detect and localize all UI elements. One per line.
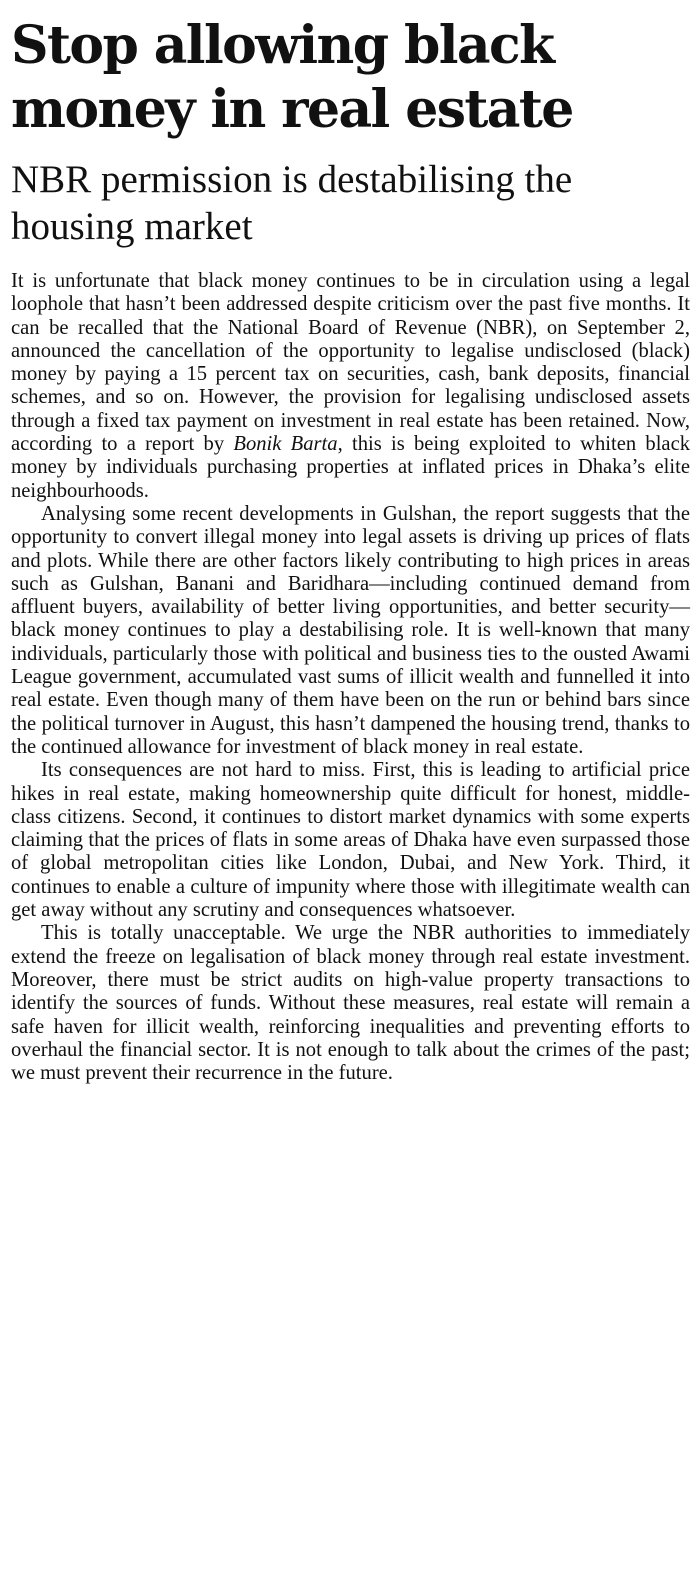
paragraph-2: Analysing some recent developments in Gulshan, the report suggests that the opportunity to convert illegal money into legal assets is driving up prices of flats and plots. While there are other factors likely contributing to high prices in areas such as Gulshan, Banani and Baridhara—including continued demand from affluent buyers, availability of better living opportunities, and better security—black money continues to play a destabilising role. It is well-known that many individuals, particularly those with political and business ties to the ousted Awami League government, accumulated vast sums of illicit wealth and funnelled it into real estate. Even though many of them have been on the run or behind bars since the political turnover in August, this hasn’t dampened the housing trend, thanks to the continued allowance for investment of black money in real estate. [11,502,690,758]
paragraph-3: Its consequences are not hard to miss. First, this is leading to artificial price hikes in real estate, making homeownership quite difficult for honest, middle-class citizens. Second, it continues to distort market dynamics with some experts claiming that the prices of flats in some areas of Dhaka have even surpassed those of global metropolitan cities like London, Dubai, and New York. Third, it continues to enable a culture of impunity where those with illegitimate wealth can get away without any scrutiny and consequences whatsoever. [11,759,690,922]
paragraph-1-text-end: , this is being exploited to whiten black money by individuals purchasing properties at inflated prices in Dhaka’s elite neighbourhoods. [11,433,691,502]
paragraph-1-text-start: It is unfortunate that black money continues to be in circulation using a legal loophole that hasn’t been addressed despite criticism over the past five months. It can be recalled that the National Board of Revenue (NBR), on September 2, announced the cancellation of the opportunity to legalise undisclosed (black) money by paying a 15 percent tax on securities, cash, bank deposits, financial schemes, and so on. However, the provision for legalising undisclosed assets through a fixed tax payment on investment in real estate has been retained. Now, according to a report by [11,270,690,456]
headline: Stop allowing black money in real estate [11,15,573,140]
paragraph-4: This is totally unacceptable. We urge the NBR authorities to immediately extend the freeze on legalisation of black money through real estate investment. Moreover, there must be strict audits on high-value property transactions to identify the sources of funds. Without these measures, real estate will remain a safe haven for illicit wealth, reinforcing inequalities and preventing efforts to overhaul the financial sector. It is not enough to talk about the crimes of the past; we must prevent their recurrence in the future. [11,922,690,1085]
subheadline: NBR permission is destabilising the housing market [11,158,573,248]
paragraph-1 [11,270,690,503]
article-body [11,270,690,1085]
publication-name: Bonik Barta [233,433,338,456]
